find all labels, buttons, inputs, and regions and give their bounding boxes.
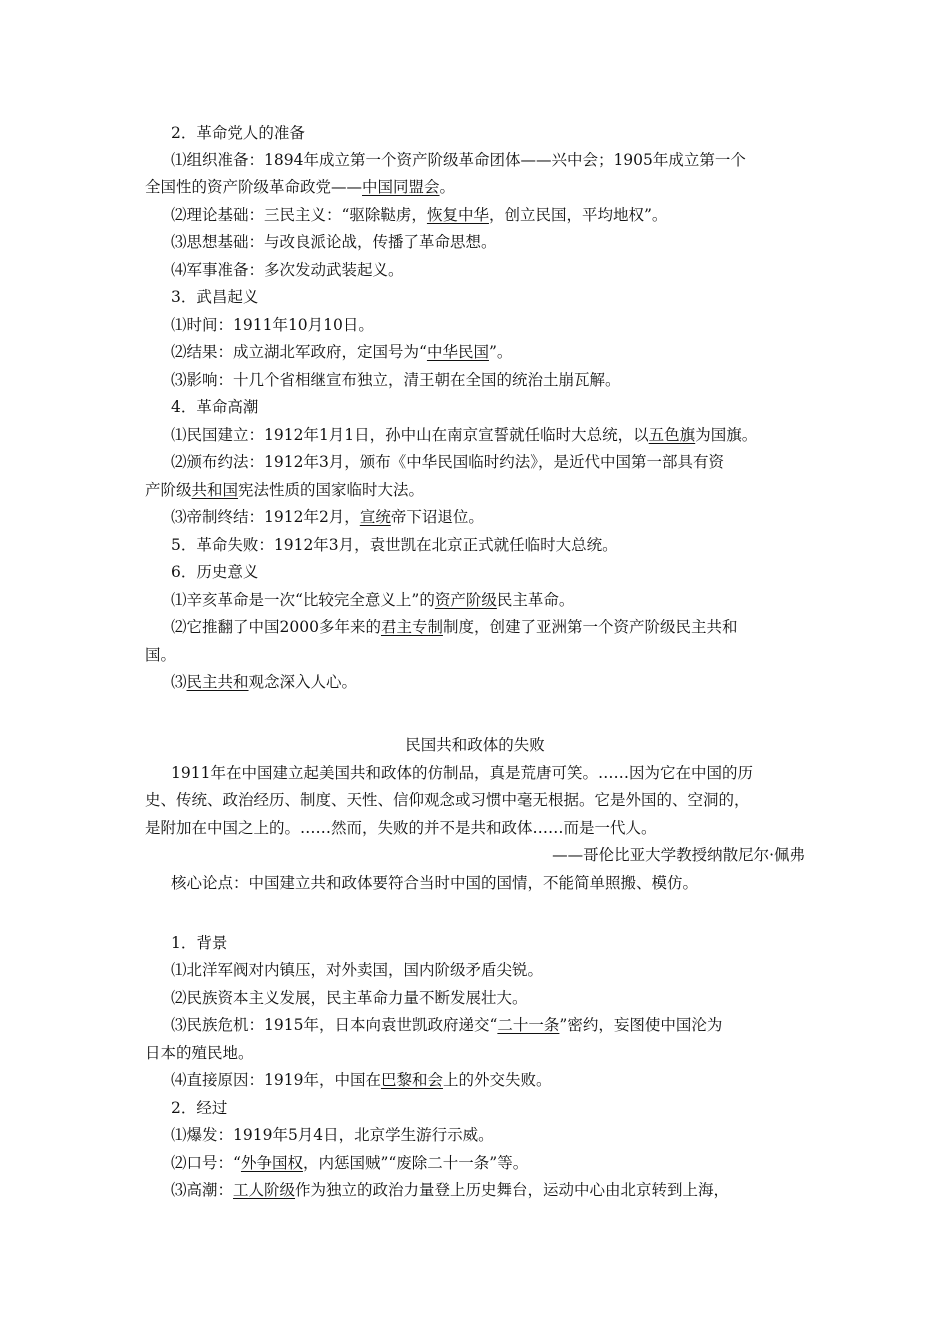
underlined-term: 中华民国 xyxy=(426,343,489,361)
text-segment: ⑴爆发：1919年5月4日，北京学生游行示威。 xyxy=(171,1126,494,1144)
text-background-1 xyxy=(171,959,543,981)
text-segment: 民主革命。 xyxy=(496,591,575,609)
text-segment: 2．革命党人的准备 xyxy=(171,124,305,142)
underlined-term: 外争国权 xyxy=(240,1154,303,1172)
text-segment: ⑷直接原因：1919年，中国在 xyxy=(171,1071,381,1089)
text-organizational-prep-cont xyxy=(145,176,455,198)
text-significance-3 xyxy=(171,671,357,693)
text-segment: ⑶影响：十几个省相继宣布独立，清王朝在全国的统治土崩瓦解。 xyxy=(171,371,621,389)
underlined-term: 民主共和 xyxy=(186,673,249,691)
text-segment: 国。 xyxy=(145,646,177,664)
heading-wuchang-uprising xyxy=(171,286,258,308)
text-segment: ”密约，妄图使中国沦为 xyxy=(559,1016,723,1034)
text-segment: ⑵口号：“ xyxy=(171,1154,241,1172)
text-segment: ，内惩国贼”“废除二十一条”等。 xyxy=(302,1154,529,1172)
text-segment: ⑷军事准备：多次发动武装起义。 xyxy=(171,261,404,279)
text-segment: ”。 xyxy=(488,343,513,361)
text-segment: ⑶ xyxy=(171,673,187,691)
text-segment: ⑴组织准备：1894年成立第一个资产阶级革命团体——兴中会；1905年成立第一个 xyxy=(171,151,746,169)
text-segment: 是附加在中国之上的。……然而，失败的并不是共和政体……而是一代人。 xyxy=(145,819,657,837)
text-segment: ⑶思想基础：与改良派论战，传播了革命思想。 xyxy=(171,233,497,251)
text-provisional-constitution xyxy=(171,451,724,473)
text-background-2 xyxy=(171,987,528,1009)
underlined-term: 共和国 xyxy=(191,481,239,499)
underlined-term: 工人阶级 xyxy=(233,1181,296,1199)
text-segment: 日本的殖民地。 xyxy=(145,1044,254,1062)
text-segment: 民国共和政体的失败 xyxy=(405,736,545,754)
underlined-term: 资产阶级 xyxy=(434,591,497,609)
quote-line-3 xyxy=(145,817,657,839)
text-segment: 观念深入人心。 xyxy=(248,673,358,691)
text-segment: ——哥伦比亚大学教授纳散尼尔·佩弗 xyxy=(552,846,805,864)
text-uprising-result xyxy=(171,341,512,363)
text-segment: ⑵它推翻了中国2000多年来的 xyxy=(171,618,381,636)
heading-revolutionary-preparation xyxy=(171,122,305,144)
text-military-prep xyxy=(171,259,404,281)
underlined-term: 巴黎和会 xyxy=(380,1071,443,1089)
text-background-3-cont xyxy=(145,1042,254,1064)
heading-historical-significance xyxy=(171,561,258,583)
text-process-slogans xyxy=(171,1152,528,1174)
text-monarchy-end xyxy=(171,506,484,528)
text-segment: 核心论点：中国建立共和政体要符合当时中国的国情，不能简单照搬、模仿。 xyxy=(171,874,699,892)
text-significance-2 xyxy=(171,616,737,638)
text-segment: 宪法性质的国家临时大法。 xyxy=(238,481,425,499)
text-revolution-failure xyxy=(171,534,618,556)
text-background-3 xyxy=(171,1014,722,1036)
text-process-climax xyxy=(171,1179,729,1201)
text-segment: ⑵结果：成立湖北军政府，定国号为“ xyxy=(171,343,427,361)
quote-line-1 xyxy=(171,762,753,784)
text-segment: ⑴民国建立：1912年1月1日，孙中山在南京宣誓就任临时大总统，以 xyxy=(171,426,649,444)
text-segment: 5．革命失败：1912年3月，袁世凯在北京正式就任临时大总统。 xyxy=(171,536,618,554)
text-republic-founded xyxy=(171,424,757,446)
underlined-term: 中国同盟会 xyxy=(362,178,440,196)
text-theory-basis xyxy=(171,204,667,226)
underlined-term: 恢复中华 xyxy=(426,206,489,224)
quote-title xyxy=(145,734,805,756)
text-background-4 xyxy=(171,1069,551,1091)
text-segment: ⑵民族资本主义发展，民主革命力量不断发展壮大。 xyxy=(171,989,528,1007)
quote-line-2 xyxy=(145,789,750,811)
text-segment: 。 xyxy=(439,178,456,196)
text-segment: ⑵颁布约法：1912年3月，颁布《中华民国临时约法》，是近代中国第一部具有资 xyxy=(171,453,725,471)
text-uprising-time xyxy=(171,314,374,336)
text-segment: 6．历史意义 xyxy=(171,563,259,581)
heading-revolution-climax xyxy=(171,396,258,418)
text-segment: 帝下诏退位。 xyxy=(390,508,484,526)
text-segment: ⑶高潮： xyxy=(171,1181,234,1199)
underlined-term: 君主专制 xyxy=(380,618,443,636)
underlined-term: 宣统 xyxy=(359,508,391,526)
underlined-term: 五色旗 xyxy=(648,426,696,444)
text-segment: ⑴辛亥革命是一次“比较完全意义上”的 xyxy=(171,591,435,609)
text-segment: 作为独立的政治力量登上历史舞台，运动中心由北京转到上海， xyxy=(295,1181,730,1199)
text-organizational-prep xyxy=(171,149,746,171)
text-segment: ⑴时间：1911年10月10日。 xyxy=(171,316,374,334)
underlined-term: 二十一条 xyxy=(497,1016,560,1034)
text-segment: ⑵理论基础：三民主义：“驱除鞑虏， xyxy=(171,206,427,224)
text-segment: 产阶级 xyxy=(145,481,192,499)
text-segment: 1911年在中国建立起美国共和政体的仿制品，真是荒唐可笑。……因为它在中国的历 xyxy=(171,764,753,782)
text-segment: 制度，创建了亚洲第一个资产阶级民主共和 xyxy=(442,618,738,636)
text-uprising-impact xyxy=(171,369,621,391)
text-segment: 史、传统、政治经历、制度、天性、信仰观念或习惯中毫无根据。它是外国的、空洞的， xyxy=(145,791,750,809)
text-process-outbreak xyxy=(171,1124,494,1146)
core-argument xyxy=(171,872,698,894)
heading-process xyxy=(171,1097,227,1119)
text-ideology-basis xyxy=(171,231,497,253)
text-segment: ⑶民族危机：1915年，日本向袁世凯政府递交“ xyxy=(171,1016,498,1034)
text-segment: 上的外交失败。 xyxy=(442,1071,552,1089)
text-segment: 4．革命高潮 xyxy=(171,398,259,416)
heading-background xyxy=(171,932,227,954)
text-segment: ，创立民国，平均地权”。 xyxy=(488,206,668,224)
text-segment: 全国性的资产阶级革命政党—— xyxy=(145,178,363,196)
quote-attribution xyxy=(145,844,805,866)
text-significance-2-cont xyxy=(145,644,176,666)
text-segment: 1．背景 xyxy=(171,934,228,952)
text-segment: 2．经过 xyxy=(171,1099,228,1117)
text-segment: ⑶帝制终结：1912年2月， xyxy=(171,508,360,526)
text-provisional-constitution-cont xyxy=(145,479,424,501)
text-segment: 为国旗。 xyxy=(695,426,758,444)
text-segment: 3．武昌起义 xyxy=(171,288,259,306)
text-significance-1 xyxy=(171,589,574,611)
text-segment: ⑴北洋军阀对内镇压，对外卖国，国内阶级矛盾尖锐。 xyxy=(171,961,544,979)
